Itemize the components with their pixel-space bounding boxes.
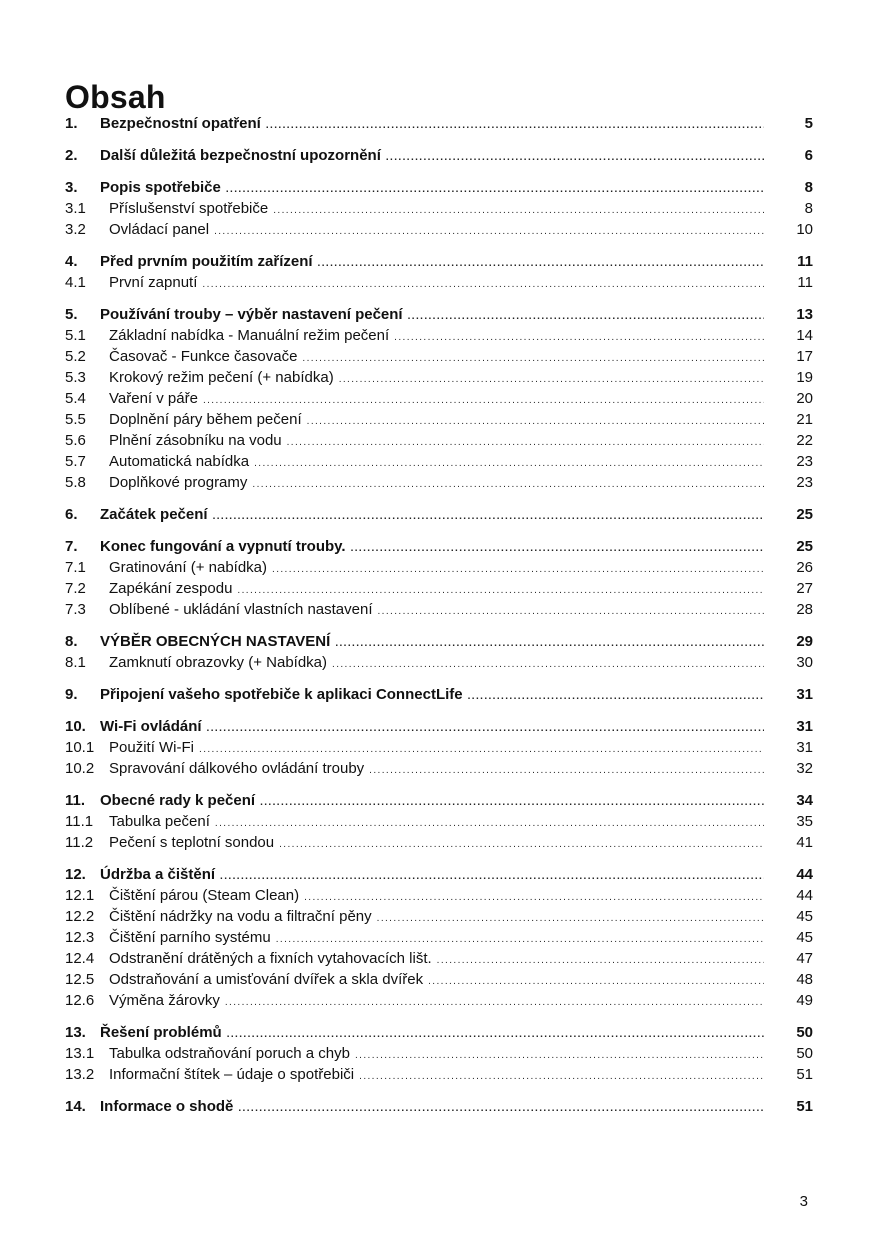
entry-title: Informace o shodě: [100, 1098, 234, 1115]
toc-subentry[interactable]: [65, 367, 813, 388]
dot-leader: [199, 739, 764, 760]
entry-title: Konec fungování a vypnutí trouby.: [100, 538, 346, 555]
toc-section: [65, 1022, 813, 1085]
entry-number: 5.8: [65, 474, 86, 491]
dot-leader: [394, 327, 764, 348]
entry-title: Odstranění drátěných a fixních vytahovacích lišt.: [109, 950, 432, 967]
entry-title: Výměna žárovky: [109, 992, 220, 1009]
toc-subentry[interactable]: [65, 737, 813, 758]
toc-entry[interactable]: [65, 1022, 813, 1043]
dot-leader: [207, 718, 764, 739]
entry-title: Ovládací panel: [109, 221, 210, 238]
entry-title: Vaření v páře: [109, 390, 198, 407]
entry-number: 1.: [65, 115, 78, 132]
toc-subentry[interactable]: [65, 758, 813, 779]
toc-subentry[interactable]: [65, 325, 813, 346]
entry-title: Automatická nabídka: [109, 453, 250, 470]
entry-page: 50: [796, 1045, 813, 1062]
dot-leader: [377, 908, 764, 929]
toc-entry[interactable]: [65, 790, 813, 811]
entry-number: 5.4: [65, 390, 86, 407]
entry-title: Bezpečnostní opatření: [100, 115, 261, 132]
toc-subentry[interactable]: [65, 885, 813, 906]
dot-leader: [287, 432, 764, 453]
dot-leader: [302, 348, 764, 369]
toc-subentry[interactable]: [65, 409, 813, 430]
entry-number: 4.: [65, 253, 78, 270]
entry-page: 11: [797, 253, 813, 270]
entry-number: 6.: [65, 506, 78, 523]
entry-page: 45: [796, 908, 813, 925]
entry-page: 25: [796, 506, 813, 523]
dot-leader: [225, 992, 764, 1013]
entry-number: 3.2: [65, 221, 86, 238]
dot-leader: [215, 813, 764, 834]
entry-number: 12.: [65, 866, 86, 883]
entry-page: 5: [804, 115, 813, 132]
dot-leader: [279, 834, 764, 855]
dot-leader: [428, 971, 764, 992]
entry-number: 12.1: [65, 887, 95, 904]
entry-title: Zamknutí obrazovky (+ Nabídka): [109, 654, 328, 671]
entry-title: Začátek pečení: [100, 506, 208, 523]
entry-page: 20: [796, 390, 813, 407]
dot-leader: [307, 411, 764, 432]
toc-section: [65, 251, 813, 293]
entry-number: 12.4: [65, 950, 95, 967]
entry-number: 12.2: [65, 908, 95, 925]
toc-section: [65, 304, 813, 493]
dot-leader: [437, 950, 764, 971]
entry-title: Popis spotřebiče: [100, 179, 221, 196]
toc-subentry[interactable]: [65, 578, 813, 599]
dot-leader: [332, 654, 764, 675]
entry-page: 45: [796, 929, 813, 946]
entry-title: Wi-Fi ovládání: [100, 718, 202, 735]
toc-entry[interactable]: [65, 251, 813, 272]
entry-number: 2.: [65, 147, 78, 164]
dot-leader: [378, 601, 765, 622]
entry-title: Řešení problémů: [100, 1024, 222, 1041]
entry-title: Oblíbené - ukládání vlastních nastavení: [109, 601, 373, 618]
entry-page: 8: [804, 179, 813, 196]
entry-page: 29: [796, 633, 813, 650]
entry-number: 5.5: [65, 411, 86, 428]
entry-page: 28: [796, 601, 813, 618]
entry-title: Připojení vašeho spotřebiče k aplikaci ConnectLife: [100, 686, 463, 703]
entry-number: 12.3: [65, 929, 95, 946]
toc-entry[interactable]: [65, 536, 813, 557]
dot-leader: [227, 1024, 764, 1045]
entry-title: Pečení s teplotní sondou: [109, 834, 275, 851]
dot-leader: [335, 633, 764, 654]
dot-leader: [238, 1098, 764, 1119]
entry-title: Doplnění páry během pečení: [109, 411, 302, 428]
entry-title: Gratinování (+ nabídka): [109, 559, 268, 576]
dot-leader: [273, 200, 764, 221]
toc-entry[interactable]: [65, 1096, 813, 1117]
toc-entry[interactable]: [65, 864, 813, 885]
toc-subentry[interactable]: [65, 557, 813, 578]
entry-title: Informační štítek – údaje o spotřebiči: [109, 1066, 355, 1083]
dot-leader: [318, 253, 764, 274]
entry-page: 49: [796, 992, 813, 1009]
toc-section: [65, 536, 813, 620]
entry-page: 48: [796, 971, 813, 988]
entry-page: 51: [796, 1066, 813, 1083]
dot-leader: [369, 760, 764, 781]
toc-entry[interactable]: [65, 631, 813, 652]
dot-leader: [237, 580, 764, 601]
entry-page: 13: [796, 306, 813, 323]
entry-page: 25: [796, 538, 813, 555]
dot-leader: [226, 179, 764, 200]
entry-page: 30: [796, 654, 813, 671]
entry-number: 12.5: [65, 971, 95, 988]
entry-page: 41: [796, 834, 813, 851]
entry-title: Další důležitá bezpečnostní upozornění: [100, 147, 381, 164]
entry-page: 14: [796, 327, 813, 344]
entry-page: 47: [796, 950, 813, 967]
entry-number: 11.2: [65, 834, 94, 851]
entry-page: 44: [796, 866, 813, 883]
entry-page: 44: [796, 887, 813, 904]
entry-title: Zapékání zespodu: [109, 580, 233, 597]
dot-leader: [252, 474, 764, 495]
entry-number: 10.2: [65, 760, 95, 777]
toc-entry[interactable]: [65, 716, 813, 737]
toc-subentry[interactable]: [65, 219, 813, 240]
dot-leader: [213, 506, 764, 527]
entry-number: 12.6: [65, 992, 95, 1009]
entry-number: 8.: [65, 633, 78, 650]
toc-subentry[interactable]: [65, 346, 813, 367]
entry-title: Obecné rady k pečení: [100, 792, 256, 809]
entry-number: 7.3: [65, 601, 86, 618]
toc-subentry[interactable]: [65, 652, 813, 673]
entry-title: Časovač - Funkce časovače: [109, 348, 298, 365]
toc-section: [65, 113, 813, 134]
entry-title: Plnění zásobníku na vodu: [109, 432, 282, 449]
toc-section: [65, 684, 813, 705]
dot-leader: [276, 929, 764, 950]
toc-subentry[interactable]: [65, 969, 813, 990]
dot-leader: [355, 1045, 764, 1066]
entry-number: 5.7: [65, 453, 86, 470]
entry-title: Před prvním použitím zařízení: [100, 253, 313, 270]
entry-title: Tabulka pečení: [109, 813, 210, 830]
entry-number: 11.: [65, 792, 86, 809]
entry-number: 10.1: [65, 739, 95, 756]
entry-page: 23: [796, 453, 813, 470]
entry-title: Základní nabídka - Manuální režim pečení: [109, 327, 390, 344]
entry-title: Tabulka odstraňování poruch a chyb: [109, 1045, 350, 1062]
toc-section: [65, 790, 813, 853]
dot-leader: [272, 559, 764, 580]
entry-page: 11: [797, 274, 813, 291]
page-number: 3: [799, 1193, 808, 1210]
entry-number: 9.: [65, 686, 78, 703]
entry-number: 5.3: [65, 369, 86, 386]
toc-subentry[interactable]: [65, 927, 813, 948]
toc-subentry[interactable]: [65, 388, 813, 409]
entry-page: 10: [796, 221, 813, 238]
toc-subentry[interactable]: [65, 472, 813, 493]
toc-section: [65, 177, 813, 240]
toc-section: [65, 864, 813, 1011]
dot-leader: [266, 115, 764, 136]
entry-page: 19: [796, 369, 813, 386]
entry-page: 6: [804, 147, 813, 164]
dot-leader: [359, 1066, 764, 1087]
entry-number: 3.: [65, 179, 78, 196]
entry-number: 11.1: [65, 813, 94, 830]
toc-subentry[interactable]: [65, 599, 813, 620]
entry-page: 23: [796, 474, 813, 491]
dot-leader: [254, 453, 764, 474]
entry-number: 5.: [65, 306, 78, 323]
dot-leader: [339, 369, 764, 390]
toc-entry[interactable]: [65, 684, 813, 705]
entry-page: 27: [796, 580, 813, 597]
toc-subentry[interactable]: [65, 430, 813, 451]
entry-page: 31: [796, 739, 813, 756]
entry-number: 7.2: [65, 580, 86, 597]
toc-subentry[interactable]: [65, 451, 813, 472]
entry-title: VÝBĚR OBECNÝCH NASTAVENÍ: [100, 633, 331, 650]
entry-title: Příslušenství spotřebiče: [109, 200, 269, 217]
entry-title: Používání trouby – výběr nastavení pečení: [100, 306, 403, 323]
toc-subentry[interactable]: [65, 272, 813, 293]
entry-page: 17: [796, 348, 813, 365]
toc-subentry[interactable]: [65, 811, 813, 832]
entry-page: 26: [796, 559, 813, 576]
entry-title: Čištění nádržky na vodu a filtrační pěny: [109, 908, 372, 925]
entry-page: 8: [804, 200, 813, 217]
toc-entry[interactable]: [65, 504, 813, 525]
toc-subentry[interactable]: [65, 1043, 813, 1064]
toc-subentry[interactable]: [65, 198, 813, 219]
entry-page: 21: [796, 411, 813, 428]
entry-number: 13.1: [65, 1045, 95, 1062]
dot-leader: [203, 390, 764, 411]
toc-subentry[interactable]: [65, 948, 813, 969]
entry-page: 34: [796, 792, 813, 809]
toc-entry[interactable]: [65, 177, 813, 198]
dot-leader: [386, 147, 764, 168]
entry-number: 10.: [65, 718, 86, 735]
entry-title: První zapnutí: [109, 274, 198, 291]
toc-subentry[interactable]: [65, 1064, 813, 1085]
dot-leader: [214, 221, 764, 242]
entry-number: 7.1: [65, 559, 86, 576]
entry-page: 51: [796, 1098, 813, 1115]
entry-title: Doplňkové programy: [109, 474, 248, 491]
entry-title: Odstraňování a umisťování dvířek a skla dvířek: [109, 971, 424, 988]
entry-number: 3.1: [65, 200, 86, 217]
entry-number: 7.: [65, 538, 78, 555]
toc-subentry[interactable]: [65, 906, 813, 927]
entry-page: 22: [796, 432, 813, 449]
entry-number: 14.: [65, 1098, 86, 1115]
entry-number: 5.1: [65, 327, 86, 344]
entry-page: 35: [796, 813, 813, 830]
entry-number: 13.: [65, 1024, 86, 1041]
toc-entry[interactable]: [65, 304, 813, 325]
dot-leader: [408, 306, 764, 327]
entry-number: 8.1: [65, 654, 86, 671]
toc-entry[interactable]: [65, 113, 813, 134]
dot-leader: [260, 792, 764, 813]
toc-subentry[interactable]: [65, 990, 813, 1011]
toc-section: [65, 504, 813, 525]
toc-subentry[interactable]: [65, 832, 813, 853]
entry-number: 5.6: [65, 432, 86, 449]
toc-section: [65, 716, 813, 779]
dot-leader: [468, 686, 764, 707]
dot-leader: [351, 538, 764, 559]
toc-section: [65, 1096, 813, 1117]
entry-number: 13.2: [65, 1066, 95, 1083]
entry-title: Krokový režim pečení (+ nabídka): [109, 369, 334, 386]
entry-title: Údržba a čištění: [100, 866, 216, 883]
entry-number: 4.1: [65, 274, 86, 291]
entry-title: Čištění parního systému: [109, 929, 271, 946]
entry-title: Použití Wi-Fi: [109, 739, 195, 756]
toc-section: [65, 145, 813, 166]
dot-leader: [220, 866, 764, 887]
entry-page: 31: [796, 686, 813, 703]
entry-title: Spravování dálkového ovládání trouby: [109, 760, 365, 777]
entry-page: 32: [796, 760, 813, 777]
entry-page: 31: [796, 718, 813, 735]
table-of-contents: [65, 113, 813, 1128]
dot-leader: [304, 887, 764, 908]
toc-section: [65, 631, 813, 673]
entry-title: Čištění párou (Steam Clean): [109, 887, 300, 904]
dot-leader: [202, 274, 764, 295]
entry-page: 50: [796, 1024, 813, 1041]
toc-entry[interactable]: [65, 145, 813, 166]
entry-number: 5.2: [65, 348, 86, 365]
page-title: Obsah: [65, 79, 166, 116]
